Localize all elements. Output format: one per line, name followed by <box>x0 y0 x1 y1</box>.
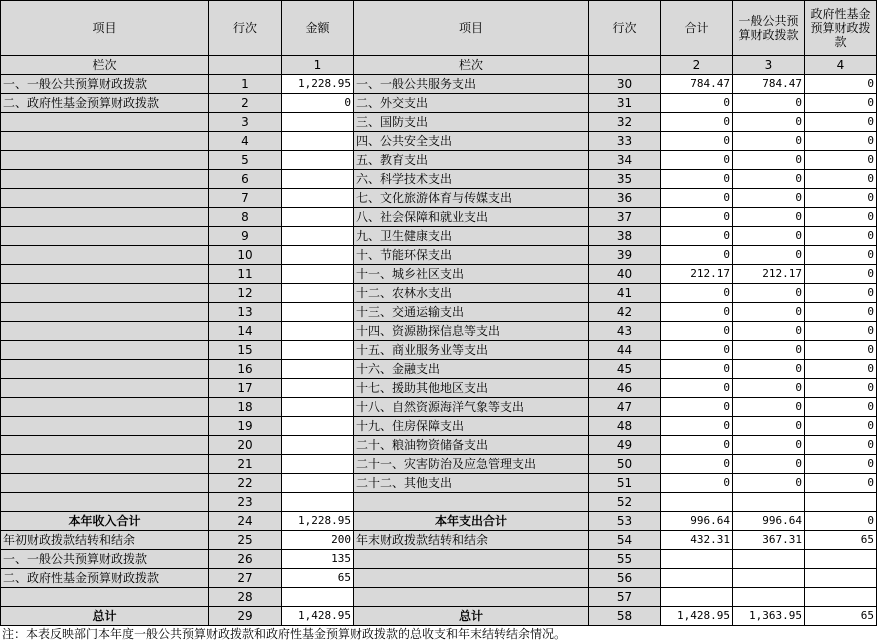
income-amount-cell <box>282 417 354 436</box>
expense-fund-cell: 0 <box>805 474 877 493</box>
expense-fund-cell: 0 <box>805 170 877 189</box>
expense-line-cell: 57 <box>589 588 661 607</box>
income-item-cell: 总计 <box>1 607 209 626</box>
income-item-cell <box>1 379 209 398</box>
income-amount-cell <box>282 284 354 303</box>
expense-line-cell: 49 <box>589 436 661 455</box>
expense-fund-cell: 65 <box>805 531 877 550</box>
expense-item-cell: 十六、金融支出 <box>354 360 589 379</box>
expense-fund-cell: 0 <box>805 284 877 303</box>
expense-general-cell: 0 <box>733 284 805 303</box>
expense-total-cell: 212.17 <box>661 265 733 284</box>
income-line-cell: 2 <box>209 94 282 113</box>
header-amount: 金额 <box>282 1 354 56</box>
income-item-cell <box>1 113 209 132</box>
expense-line-cell: 54 <box>589 531 661 550</box>
income-amount-cell <box>282 322 354 341</box>
income-item-cell <box>1 360 209 379</box>
expense-line-cell: 51 <box>589 474 661 493</box>
expense-item-cell: 七、文化旅游体育与传媒支出 <box>354 189 589 208</box>
expense-item-cell: 五、教育支出 <box>354 151 589 170</box>
income-amount-cell <box>282 208 354 227</box>
expense-total-cell: 0 <box>661 303 733 322</box>
table-row <box>1 75 877 94</box>
expense-fund-cell: 0 <box>805 398 877 417</box>
income-amount-cell <box>282 303 354 322</box>
income-amount-cell: 135 <box>282 550 354 569</box>
expense-fund-cell: 0 <box>805 436 877 455</box>
expense-item-cell: 十八、自然资源海洋气象等支出 <box>354 398 589 417</box>
header-item: 项目 <box>1 1 209 56</box>
expense-total-cell: 0 <box>661 360 733 379</box>
income-line-cell: 7 <box>209 189 282 208</box>
expense-item-cell: 二十二、其他支出 <box>354 474 589 493</box>
header-line-expense: 行次 <box>589 1 661 56</box>
expense-general-cell: 0 <box>733 208 805 227</box>
expense-fund-cell: 0 <box>805 132 877 151</box>
expense-fund-cell: 0 <box>805 208 877 227</box>
income-item-cell <box>1 246 209 265</box>
income-line-cell: 29 <box>209 607 282 626</box>
expense-line-cell: 52 <box>589 493 661 512</box>
expense-item-cell: 十一、城乡社区支出 <box>354 265 589 284</box>
expense-general-cell: 0 <box>733 360 805 379</box>
expense-fund-cell <box>805 588 877 607</box>
table-row <box>1 455 877 474</box>
income-line-cell: 17 <box>209 379 282 398</box>
expense-fund-cell: 0 <box>805 227 877 246</box>
expense-item-cell: 二十一、灾害防治及应急管理支出 <box>354 455 589 474</box>
expense-line-cell: 34 <box>589 151 661 170</box>
expense-fund-cell: 0 <box>805 512 877 531</box>
table-row <box>1 493 877 512</box>
expense-item-cell: 九、卫生健康支出 <box>354 227 589 246</box>
expense-total-cell: 0 <box>661 417 733 436</box>
expense-line-cell: 36 <box>589 189 661 208</box>
expense-total-cell: 0 <box>661 246 733 265</box>
expense-total-cell: 0 <box>661 189 733 208</box>
income-line-cell: 20 <box>209 436 282 455</box>
income-amount-cell <box>282 341 354 360</box>
expense-total-cell: 0 <box>661 132 733 151</box>
col-blank <box>209 56 282 75</box>
table-row <box>1 550 877 569</box>
expense-line-cell: 35 <box>589 170 661 189</box>
expense-total-cell: 0 <box>661 322 733 341</box>
expense-item-cell: 四、公共安全支出 <box>354 132 589 151</box>
expense-general-cell: 0 <box>733 170 805 189</box>
table-row <box>1 303 877 322</box>
expense-general-cell: 0 <box>733 455 805 474</box>
expense-total-cell: 784.47 <box>661 75 733 94</box>
expense-item-cell: 十五、商业服务业等支出 <box>354 341 589 360</box>
income-amount-cell <box>282 379 354 398</box>
expense-fund-cell: 0 <box>805 417 877 436</box>
expense-general-cell: 0 <box>733 246 805 265</box>
expense-fund-cell: 0 <box>805 341 877 360</box>
expense-total-cell: 0 <box>661 474 733 493</box>
income-line-cell: 22 <box>209 474 282 493</box>
expense-item-cell: 十九、住房保障支出 <box>354 417 589 436</box>
income-line-cell: 28 <box>209 588 282 607</box>
expense-fund-cell: 0 <box>805 360 877 379</box>
income-amount-cell: 1,228.95 <box>282 75 354 94</box>
col-label-expense: 栏次 <box>354 56 589 75</box>
income-line-cell: 21 <box>209 455 282 474</box>
expense-general-cell: 212.17 <box>733 265 805 284</box>
table-row <box>1 322 877 341</box>
expense-item-cell: 八、社会保障和就业支出 <box>354 208 589 227</box>
expense-item-cell: 年末财政拨款结转和结余 <box>354 531 589 550</box>
table-row <box>1 265 877 284</box>
expense-general-cell: 367.31 <box>733 531 805 550</box>
income-item-cell <box>1 588 209 607</box>
col-label: 栏次 <box>1 56 209 75</box>
expense-line-cell: 38 <box>589 227 661 246</box>
income-line-cell: 25 <box>209 531 282 550</box>
expense-line-cell: 30 <box>589 75 661 94</box>
table-row <box>1 227 877 246</box>
income-line-cell: 9 <box>209 227 282 246</box>
table-row <box>1 94 877 113</box>
income-item-cell <box>1 189 209 208</box>
expense-total-cell: 0 <box>661 94 733 113</box>
table-row <box>1 474 877 493</box>
expense-total-cell: 0 <box>661 113 733 132</box>
expense-general-cell: 0 <box>733 398 805 417</box>
expense-total-cell: 0 <box>661 151 733 170</box>
income-amount-cell <box>282 189 354 208</box>
expense-line-cell: 42 <box>589 303 661 322</box>
expense-item-cell: 总计 <box>354 607 589 626</box>
income-item-cell <box>1 322 209 341</box>
income-line-cell: 19 <box>209 417 282 436</box>
expense-item-cell: 二十、粮油物资储备支出 <box>354 436 589 455</box>
income-amount-cell <box>282 493 354 512</box>
expense-general-cell: 0 <box>733 113 805 132</box>
expense-line-cell: 47 <box>589 398 661 417</box>
expense-item-cell: 一、一般公共服务支出 <box>354 75 589 94</box>
income-amount-cell <box>282 455 354 474</box>
expense-line-cell: 44 <box>589 341 661 360</box>
expense-item-cell: 本年支出合计 <box>354 512 589 531</box>
expense-fund-cell: 65 <box>805 607 877 626</box>
table-row <box>1 113 877 132</box>
income-item-cell: 一、一般公共预算财政拨款 <box>1 550 209 569</box>
expense-fund-cell: 0 <box>805 151 877 170</box>
expense-total-cell: 0 <box>661 284 733 303</box>
expense-total-cell: 0 <box>661 341 733 360</box>
expense-item-cell <box>354 588 589 607</box>
col-total-number: 2 <box>661 56 733 75</box>
expense-line-cell: 56 <box>589 569 661 588</box>
col-amount-number: 1 <box>282 56 354 75</box>
col-general-number: 3 <box>733 56 805 75</box>
expense-total-cell <box>661 493 733 512</box>
expense-total-cell: 0 <box>661 455 733 474</box>
income-item-cell: 一、一般公共预算财政拨款 <box>1 75 209 94</box>
income-item-cell <box>1 455 209 474</box>
table-row <box>1 246 877 265</box>
income-line-cell: 4 <box>209 132 282 151</box>
expense-line-cell: 53 <box>589 512 661 531</box>
header-total: 合计 <box>661 1 733 56</box>
income-item-cell <box>1 398 209 417</box>
income-amount-cell <box>282 588 354 607</box>
expense-fund-cell: 0 <box>805 322 877 341</box>
expense-line-cell: 32 <box>589 113 661 132</box>
expense-total-cell: 996.64 <box>661 512 733 531</box>
expense-fund-cell <box>805 550 877 569</box>
expense-total-cell: 0 <box>661 379 733 398</box>
expense-general-cell <box>733 493 805 512</box>
expense-general-cell: 0 <box>733 227 805 246</box>
col-fund-number: 4 <box>805 56 877 75</box>
income-item-cell: 二、政府性基金预算财政拨款 <box>1 94 209 113</box>
income-amount-cell <box>282 113 354 132</box>
expense-general-cell: 784.47 <box>733 75 805 94</box>
expense-item-cell: 十四、资源勘探信息等支出 <box>354 322 589 341</box>
income-amount-cell <box>282 227 354 246</box>
table-row <box>1 379 877 398</box>
income-line-cell: 18 <box>209 398 282 417</box>
expense-fund-cell: 0 <box>805 246 877 265</box>
expense-total-cell: 1,428.95 <box>661 607 733 626</box>
income-amount-cell <box>282 398 354 417</box>
expense-fund-cell: 0 <box>805 113 877 132</box>
expense-total-cell <box>661 569 733 588</box>
table-row <box>1 284 877 303</box>
expense-line-cell: 58 <box>589 607 661 626</box>
expense-total-cell: 0 <box>661 398 733 417</box>
expense-fund-cell: 0 <box>805 303 877 322</box>
expense-item-cell: 十二、农林水支出 <box>354 284 589 303</box>
table-row <box>1 531 877 550</box>
expense-fund-cell <box>805 569 877 588</box>
table-row <box>1 588 877 607</box>
income-item-cell <box>1 417 209 436</box>
expense-line-cell: 55 <box>589 550 661 569</box>
expense-line-cell: 45 <box>589 360 661 379</box>
income-amount-cell <box>282 151 354 170</box>
income-amount-cell: 200 <box>282 531 354 550</box>
income-line-cell: 6 <box>209 170 282 189</box>
header-general-budget: 一般公共预算财政拨款 <box>733 1 805 56</box>
expense-general-cell <box>733 588 805 607</box>
income-amount-cell <box>282 132 354 151</box>
income-line-cell: 24 <box>209 512 282 531</box>
income-item-cell <box>1 341 209 360</box>
income-line-cell: 5 <box>209 151 282 170</box>
header-item-expense: 项目 <box>354 1 589 56</box>
income-line-cell: 12 <box>209 284 282 303</box>
income-item-cell: 年初财政拨款结转和结余 <box>1 531 209 550</box>
income-amount-cell: 65 <box>282 569 354 588</box>
expense-fund-cell: 0 <box>805 75 877 94</box>
income-amount-cell: 1,428.95 <box>282 607 354 626</box>
income-item-cell <box>1 493 209 512</box>
table-row <box>1 151 877 170</box>
income-line-cell: 3 <box>209 113 282 132</box>
income-item-cell <box>1 284 209 303</box>
total-row <box>1 607 877 626</box>
expense-item-cell: 二、外交支出 <box>354 94 589 113</box>
income-line-cell: 16 <box>209 360 282 379</box>
expense-line-cell: 31 <box>589 94 661 113</box>
income-amount-cell: 0 <box>282 94 354 113</box>
expense-total-cell: 432.31 <box>661 531 733 550</box>
income-item-cell: 二、政府性基金预算财政拨款 <box>1 569 209 588</box>
expense-general-cell: 0 <box>733 379 805 398</box>
col-blank-expense <box>589 56 661 75</box>
expense-line-cell: 41 <box>589 284 661 303</box>
expense-item-cell: 十三、交通运输支出 <box>354 303 589 322</box>
table-row <box>1 341 877 360</box>
expense-general-cell: 0 <box>733 303 805 322</box>
income-amount-cell <box>282 170 354 189</box>
income-amount-cell <box>282 474 354 493</box>
income-item-cell <box>1 208 209 227</box>
expense-line-cell: 50 <box>589 455 661 474</box>
expense-item-cell: 三、国防支出 <box>354 113 589 132</box>
income-line-cell: 13 <box>209 303 282 322</box>
income-item-cell <box>1 474 209 493</box>
expense-item-cell: 十七、援助其他地区支出 <box>354 379 589 398</box>
table-row <box>1 569 877 588</box>
expense-total-cell: 0 <box>661 227 733 246</box>
footnote: 注：本表反映部门本年度一般公共预算财政拨款和政府性基金预算财政拨款的总收支和年末结转结余情况。 <box>2 627 567 641</box>
table-row <box>1 436 877 455</box>
expense-line-cell: 39 <box>589 246 661 265</box>
expense-item-cell: 十、节能环保支出 <box>354 246 589 265</box>
income-line-cell: 11 <box>209 265 282 284</box>
expense-fund-cell: 0 <box>805 455 877 474</box>
expense-general-cell: 996.64 <box>733 512 805 531</box>
income-item-cell <box>1 436 209 455</box>
expense-general-cell: 0 <box>733 94 805 113</box>
expense-fund-cell: 0 <box>805 189 877 208</box>
expense-line-cell: 33 <box>589 132 661 151</box>
income-item-cell <box>1 303 209 322</box>
income-item-cell <box>1 265 209 284</box>
expense-general-cell: 0 <box>733 322 805 341</box>
expense-total-cell: 0 <box>661 170 733 189</box>
expense-item-cell: 六、科学技术支出 <box>354 170 589 189</box>
income-amount-cell <box>282 436 354 455</box>
table-row <box>1 208 877 227</box>
expense-fund-cell <box>805 493 877 512</box>
expense-general-cell: 1,363.95 <box>733 607 805 626</box>
table-row <box>1 417 877 436</box>
expense-fund-cell: 0 <box>805 379 877 398</box>
income-amount-cell <box>282 360 354 379</box>
expense-item-cell <box>354 569 589 588</box>
expense-general-cell: 0 <box>733 341 805 360</box>
table-row <box>1 189 877 208</box>
income-item-cell <box>1 170 209 189</box>
income-line-cell: 26 <box>209 550 282 569</box>
expense-line-cell: 46 <box>589 379 661 398</box>
income-item-cell <box>1 227 209 246</box>
expense-general-cell: 0 <box>733 151 805 170</box>
expense-line-cell: 48 <box>589 417 661 436</box>
income-item-cell: 本年收入合计 <box>1 512 209 531</box>
expense-general-cell <box>733 550 805 569</box>
expense-line-cell: 37 <box>589 208 661 227</box>
expense-general-cell: 0 <box>733 132 805 151</box>
expense-general-cell: 0 <box>733 474 805 493</box>
header-fund-budget: 政府性基金预算财政拨款 <box>805 1 877 56</box>
income-line-cell: 27 <box>209 569 282 588</box>
income-amount-cell: 1,228.95 <box>282 512 354 531</box>
table-row <box>1 170 877 189</box>
expense-total-cell: 0 <box>661 208 733 227</box>
expense-general-cell: 0 <box>733 417 805 436</box>
header-row <box>1 1 877 56</box>
expense-general-cell: 0 <box>733 189 805 208</box>
table-row <box>1 132 877 151</box>
total-row <box>1 512 877 531</box>
expense-item-cell <box>354 550 589 569</box>
table-row <box>1 360 877 379</box>
income-line-cell: 10 <box>209 246 282 265</box>
expense-general-cell <box>733 569 805 588</box>
expense-fund-cell: 0 <box>805 94 877 113</box>
income-line-cell: 14 <box>209 322 282 341</box>
income-line-cell: 15 <box>209 341 282 360</box>
expense-total-cell <box>661 550 733 569</box>
header-line: 行次 <box>209 1 282 56</box>
income-amount-cell <box>282 265 354 284</box>
income-item-cell <box>1 151 209 170</box>
expense-total-cell: 0 <box>661 436 733 455</box>
income-line-cell: 8 <box>209 208 282 227</box>
expense-line-cell: 43 <box>589 322 661 341</box>
expense-line-cell: 40 <box>589 265 661 284</box>
income-line-cell: 23 <box>209 493 282 512</box>
table-row <box>1 398 877 417</box>
expense-item-cell <box>354 493 589 512</box>
income-item-cell <box>1 132 209 151</box>
expense-general-cell: 0 <box>733 436 805 455</box>
expense-total-cell <box>661 588 733 607</box>
income-line-cell: 1 <box>209 75 282 94</box>
column-number-row <box>1 56 877 75</box>
expense-fund-cell: 0 <box>805 265 877 284</box>
income-amount-cell <box>282 246 354 265</box>
